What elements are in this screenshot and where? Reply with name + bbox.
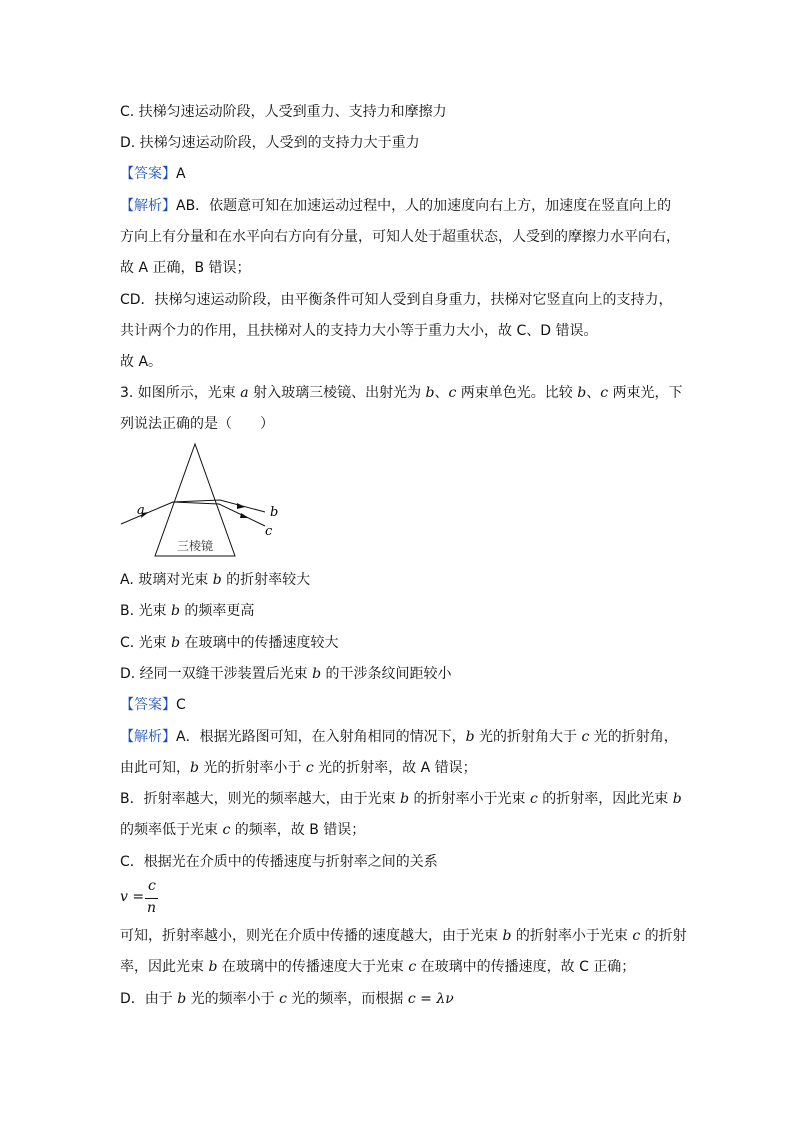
text-segment: 在玻璃中的传播速度大于光束 [217, 959, 409, 975]
math-variable: b [177, 991, 187, 1007]
section-tag: 【解析】 [120, 729, 176, 745]
math-variable: c [279, 991, 287, 1007]
math-variable: b [577, 385, 587, 401]
text-segment: 光的折射率小于 [198, 760, 306, 776]
text-segment: A. 玻璃对光束 [120, 572, 213, 588]
section-tag: 【答案】 [120, 166, 176, 182]
text-segment: 在玻璃中的传播速度较大 [180, 635, 339, 651]
math-variable: c [305, 760, 314, 776]
text-segment: 两束光，下 [608, 385, 683, 401]
formula-denominator: n [147, 900, 157, 916]
math-variable: b [400, 791, 410, 807]
text-segment: D．由于 [120, 991, 178, 1007]
math-variable: a [240, 385, 249, 401]
math-variable: b [171, 635, 181, 651]
formula-numerator: c [148, 878, 156, 894]
math-variable: c [408, 959, 417, 975]
text-line [120, 258, 251, 278]
text-segment: 故 A 正确，B 错误； [120, 260, 251, 276]
text-segment: 故 A。 [120, 354, 163, 370]
text-segment: 可知，折射率越小，则光在介质中传播的速度越大，由于光束 [120, 928, 503, 944]
fraction-bar [145, 898, 158, 899]
text-segment: 的折射率小于光束 [409, 791, 530, 807]
ray-a-label: a [137, 503, 145, 518]
answer-line [120, 164, 186, 184]
text-line [120, 820, 365, 840]
ray-c-label: c [265, 524, 273, 539]
ray-c [173, 502, 265, 526]
text-segment: B. 光束 [120, 603, 171, 619]
text-line [120, 352, 162, 372]
text-segment: 光的折射率，故 A 错误； [313, 760, 477, 776]
prism-figure [115, 440, 295, 565]
text-segment: 两束单色光。比较 [456, 385, 578, 401]
text-segment: 率，因此光束 [120, 959, 209, 975]
text-line [120, 758, 477, 778]
math-variable: b [425, 385, 435, 401]
text-segment: 光的频率小于 [186, 991, 280, 1007]
math-variable: b [465, 729, 475, 745]
text-line [120, 989, 454, 1009]
math-variable: b [190, 760, 199, 776]
math-variable: c [632, 928, 641, 944]
text-line [120, 321, 597, 341]
math-variable: b [312, 666, 322, 682]
text-segment: 列说法正确的是（ ） [120, 416, 274, 432]
option-b [120, 601, 254, 621]
text-segment: 射入玻璃三棱镜、出射光为 [248, 385, 426, 401]
math-variable: b [212, 572, 222, 588]
text-segment: 的干涉条纹间距较小 [321, 666, 452, 682]
text-line [120, 789, 682, 809]
text-segment: 、 [434, 385, 449, 401]
text-segment: 的折射 [640, 928, 687, 944]
text-segment: A [176, 166, 186, 182]
section-tag: 【答案】 [120, 697, 176, 713]
text-segment: 由此可知， [120, 760, 190, 776]
math-variable: c [581, 729, 590, 745]
math-variable: c [600, 385, 609, 401]
question-stem [120, 414, 274, 434]
option-c [120, 633, 339, 653]
text-segment: B．折射率越大，则光的频率越大，由于光束 [120, 791, 401, 807]
text-line [120, 926, 687, 946]
text-segment: 光的频率，而根据 [286, 991, 408, 1007]
text-segment: 的频率，故 B 错误； [230, 822, 366, 838]
text-segment: D. 经同一双缝干涉装置后光束 [120, 666, 313, 682]
section-tag: 【解析】 [120, 198, 176, 214]
math-variable: b [208, 959, 218, 975]
math-variable: b [170, 603, 180, 619]
ray-b-label: b [270, 505, 279, 520]
prism-label: 三棱镜 [176, 539, 214, 553]
text-segment: 在玻璃中的传播速度，故 C 正确； [416, 959, 636, 975]
text-line [120, 227, 680, 247]
math-variable: b [672, 791, 682, 807]
text-segment: C [176, 697, 186, 713]
text-line [120, 852, 438, 872]
text-segment: 的频率更高 [179, 603, 255, 619]
math-variable: b [502, 928, 512, 944]
arrowhead-c [240, 513, 249, 518]
option-a [120, 570, 310, 590]
text-segment: A．根据光路图可知，在入射角相同的情况下， [176, 729, 466, 745]
text-segment: AB．依题意可知在加速运动过程中，人的加速度向右上方，加速度在竖直向上的 [176, 198, 672, 214]
text-segment: 的折射率较大 [221, 572, 311, 588]
text-segment: C. 光束 [120, 635, 172, 651]
math-variable: c [222, 822, 231, 838]
text-segment: 的频率低于光束 [120, 822, 223, 838]
text-segment: 3. 如图所示，光束 [120, 385, 241, 401]
answer-line [120, 695, 186, 715]
option-d [120, 664, 452, 684]
text-line [120, 133, 420, 153]
text-segment: 的折射率，因此光束 [537, 791, 673, 807]
text-segment: 光的折射角， [589, 729, 678, 745]
analysis-line [120, 727, 678, 747]
text-line [120, 102, 447, 122]
text-segment: 方向上有分量和在水平向右方向有分量，可知人处于超重状态，人受到的摩擦力水平向右， [120, 229, 680, 245]
text-segment: C．根据光在介质中的传播速度与折射率之间的关系 [120, 854, 438, 870]
text-segment: 的折射率小于光束 [511, 928, 633, 944]
math-variable: c = λν [407, 991, 454, 1007]
text-line [120, 957, 635, 977]
analysis-line [120, 196, 671, 216]
text-segment: C. 扶梯匀速运动阶段，人受到重力、支持力和摩擦力 [120, 104, 447, 120]
text-segment: 、 [586, 385, 601, 401]
math-variable: c [529, 791, 538, 807]
formula-lhs: v = [120, 889, 145, 905]
text-segment: CD．扶梯匀速运动阶段，由平衡条件可知人受到自身重力，扶梯对它竖直向上的支持力， [120, 292, 673, 308]
text-segment: 光的折射角大于 [474, 729, 582, 745]
text-line [120, 290, 673, 310]
velocity-formula [120, 878, 200, 918]
text-segment: D. 扶梯匀速运动阶段，人受到的支持力大于重力 [120, 135, 420, 151]
text-segment: 共计两个力的作用，且扶梯对人的支持力大小等于重力大小，故 C、D 错误。 [120, 323, 598, 339]
question-stem [120, 383, 683, 403]
math-variable: c [448, 385, 457, 401]
